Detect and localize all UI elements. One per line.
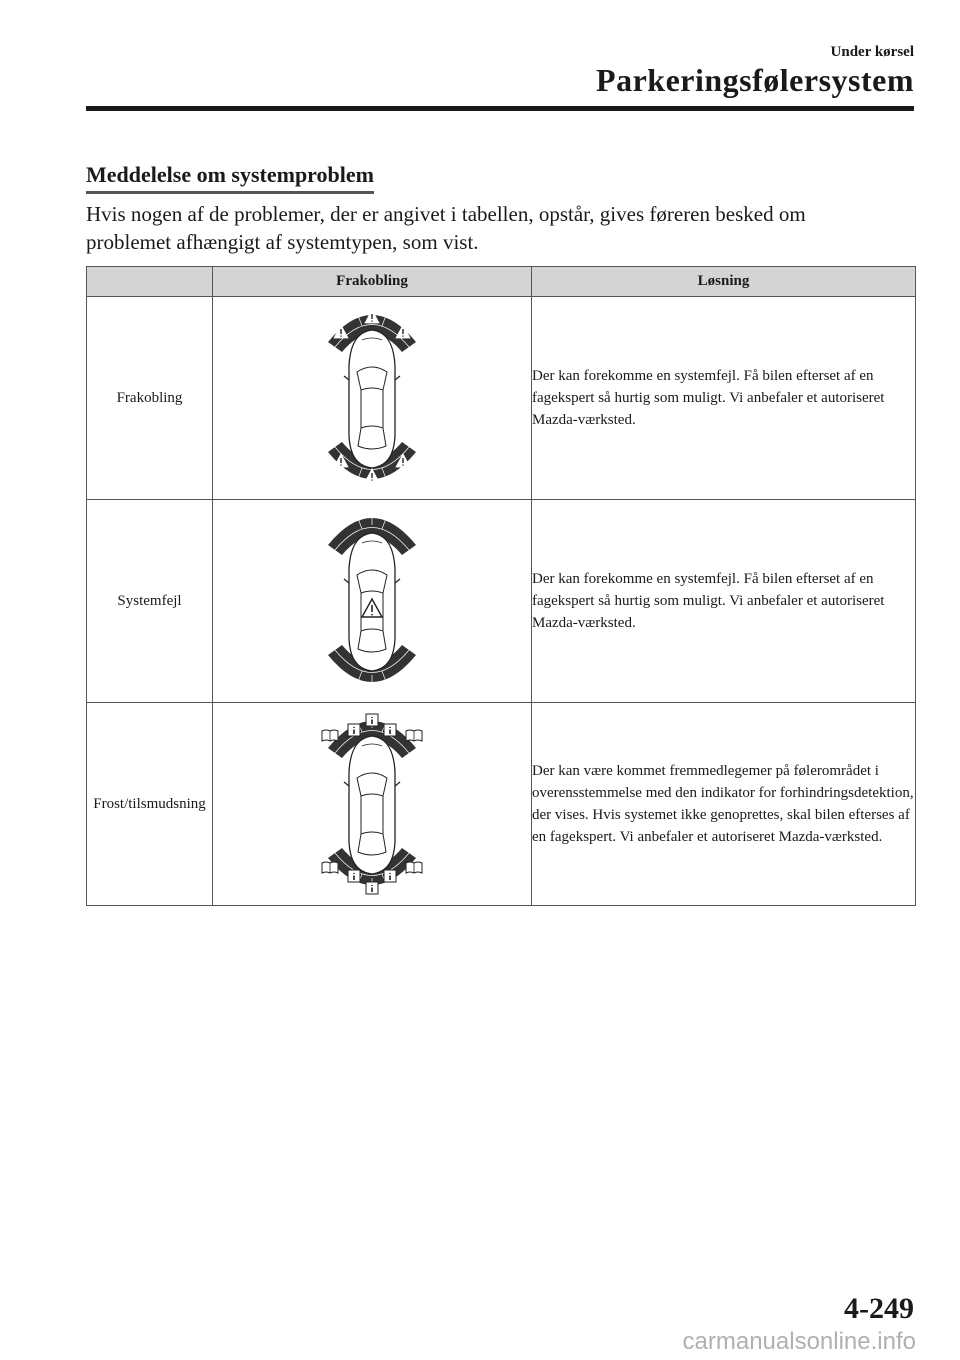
system-problem-table (86, 266, 916, 906)
row-solution: Der kan forekomme en systemfejl. Få bilen efterset af en fagekspert så hurtig som muligt. Vi anbefaler et autoriseret Mazda-værksted. (532, 500, 916, 703)
frost-dirt-display-image (213, 703, 532, 906)
header-section-label: Under kørsel (830, 44, 914, 60)
system-fault-display-image (213, 500, 532, 703)
table-header-empty (87, 267, 213, 297)
intro-paragraph: Hvis nogen af de problemer, der er angivet i tabellen, opstår, gives føreren besked om problemet afhængigt af systemtypen, som vist. (86, 202, 806, 254)
row-label: Systemfejl (87, 500, 213, 703)
parking-sensor-info-display-icon (312, 706, 432, 902)
row-solution: Der kan forekomme en systemfejl. Få bilen efterset af en fagekspert så hurtig som muligt. Vi anbefaler et autoriseret Mazda-værksted. (532, 297, 916, 500)
row-solution: Der kan være kommet fremmedlegemer på følerområdet i overensstemmelse med den indikator for forhindringsdetektion, der vises. Hvis systemet ikke genoprettes, skal bilen efterses af en fagekspert. Vi anbefaler et autoriseret Mazda-værksted. (532, 703, 916, 906)
table-row (87, 703, 916, 906)
page-number: 4-249 (844, 1292, 914, 1325)
table-row (87, 297, 916, 500)
table-header-disconnect: Frakobling (213, 267, 532, 297)
table-row (87, 500, 916, 703)
row-label: Frost/tilsmudsning (87, 703, 213, 906)
parking-sensor-fault-display-icon (320, 503, 424, 699)
watermark: carmanualsonline.info (682, 1328, 916, 1355)
section-heading: Meddelelse om systemproblem (86, 162, 374, 194)
table-header-solution: Løsning (532, 267, 916, 297)
table-header-row (87, 267, 916, 297)
row-label: Frakobling (87, 297, 213, 500)
parking-sensor-warning-display-icon (320, 300, 424, 496)
page-title: Parkeringsfølersystem (596, 62, 914, 98)
disconnect-display-image (213, 297, 532, 500)
header-divider (86, 106, 914, 111)
